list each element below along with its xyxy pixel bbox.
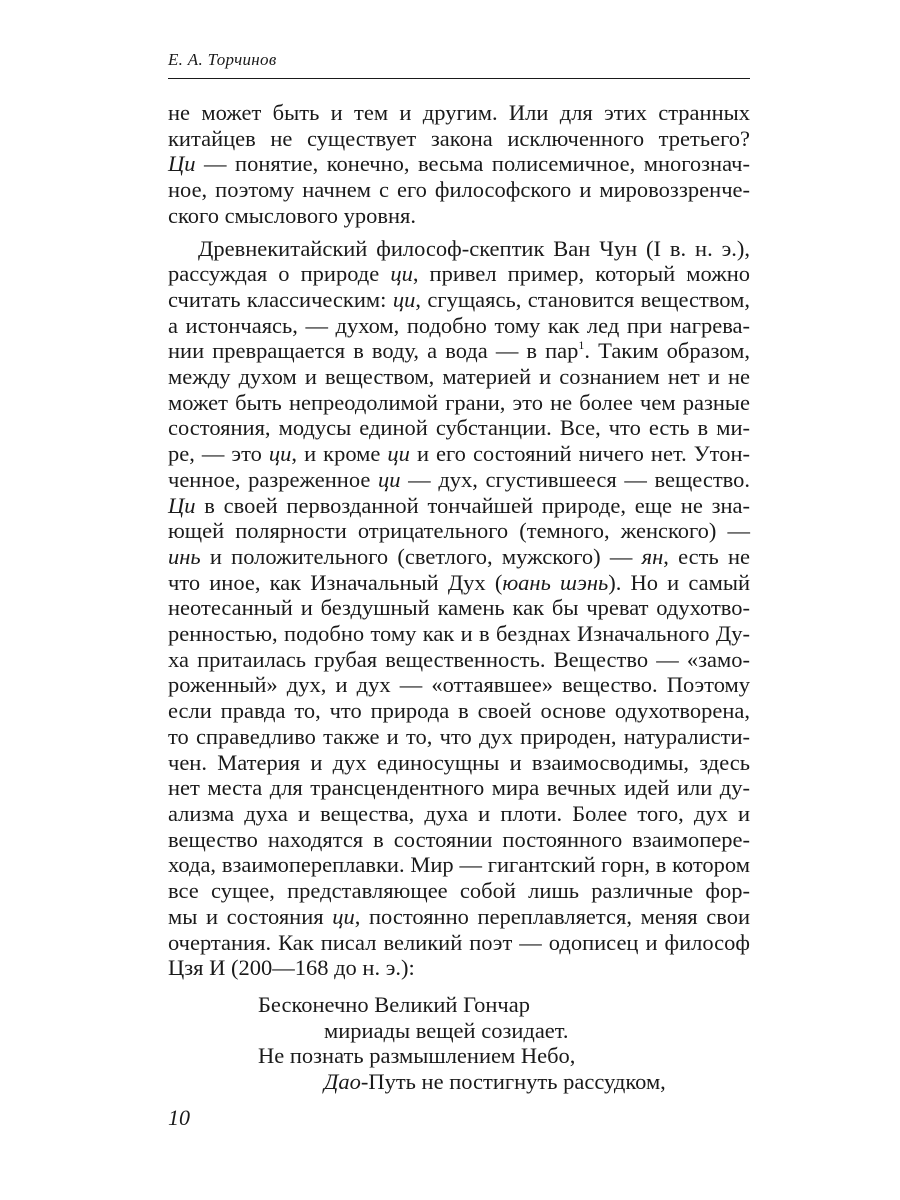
text-line (168, 261, 750, 287)
poem-line: Не познать размышлением Небо, (258, 1043, 576, 1069)
term-qi: ци (268, 441, 292, 467)
text-line (168, 441, 750, 467)
text-line: ренностью, подобно тому как и в безднах Изначального Ду- (168, 621, 750, 647)
main-text (168, 100, 750, 981)
text-run: , сгущаясь, становится веществом, (415, 286, 750, 312)
text-line: ха притаилась грубая вещественность. Вещество — «замо- (168, 646, 750, 672)
text-line: а истончаясь, — духом, подобно тому как лед при нагрева- (168, 312, 750, 338)
text-line (168, 151, 750, 177)
text-run: , постоянно переплавляется, меняя свои (354, 903, 750, 929)
text-line (168, 904, 750, 930)
text-run: , есть не (663, 543, 751, 569)
footnote-ref[interactable]: 1 (578, 338, 585, 353)
text-run: — понятие, конечно, весьма полисемичное, многознач- (195, 151, 750, 177)
text-line: Древнекитайский философ-скептик Ван Чун (I в. н. э.), (198, 235, 750, 261)
text-line: неотесанный и бездушный камень как бы чреват одухотво- (168, 595, 750, 621)
text-line: может быть непреодолимой грани, это не более чем разные (168, 389, 750, 415)
text-line: чен. Материя и дух единосущны и взаимосводимы, здесь (168, 749, 750, 775)
text-run: мы и состояния (168, 903, 333, 929)
paragraph-1 (168, 100, 750, 229)
text-run: ченное, разреженное (168, 466, 379, 492)
text-run: ). Но и самый (608, 569, 750, 595)
header-rule (168, 78, 750, 79)
text-run: . Таким образом, (584, 338, 750, 364)
text-line: вещество находятся в состоянии постоянного взаимопере- (168, 826, 750, 852)
text-line: все сущее, представляющее собой лишь различные фор- (168, 878, 750, 904)
text-line: между духом и веществом, материей и сознанием нет и не (168, 364, 750, 390)
text-run: ре, — это (168, 441, 269, 467)
term-qi: ци (390, 261, 413, 287)
term-qi: ци (332, 903, 355, 929)
text-run: в своей первозданной тончайшей природе, еще не зна- (195, 492, 750, 518)
term-yuan-shen: юань шэнь (502, 569, 609, 595)
text-run: — дух, сгустившееся — вещество. (400, 466, 750, 492)
text-line: не может быть и тем и другим. Или для этих странных (168, 100, 750, 125)
text-run: и его состояний ничего нет. Утон- (409, 441, 750, 467)
text-line: то справедливо также и то, что дух природен, натуралисти- (168, 723, 750, 749)
text-line: ализма духа и вещества, духа и плоти. Более того, дух и (168, 800, 750, 826)
text-run: считать классическим: (168, 286, 393, 312)
text-line: Цзя И (200—168 до н. э.): (168, 955, 415, 981)
text-line (168, 287, 750, 313)
page-number: 10 (168, 1105, 190, 1130)
term-qi: Ци (168, 492, 196, 518)
term-qi: ци (392, 286, 416, 312)
poem-line (258, 1069, 666, 1095)
text-line (168, 338, 750, 364)
term-yin: инь (168, 543, 201, 569)
poem-quote (258, 992, 666, 1095)
text-line: состояния, модусы единой субстанции. Все, что есть в ми- (168, 415, 750, 441)
text-run: , привел пример, который можно (412, 261, 750, 287)
term-qi: ци (378, 466, 401, 492)
text-line: роженный» дух, и дух — «оттаявшее» вещество. Поэтому (168, 672, 750, 698)
text-run: что иное, как Изначальный Дух ( (168, 569, 503, 595)
text-line: хода, взаимопереплавки. Мир — гигантский горн, в котором (168, 852, 750, 878)
text-line (168, 570, 750, 596)
text-line: нет места для трансцендентного мира вечных идей или ду- (168, 775, 750, 801)
poem-line: Бесконечно Великий Гончар (258, 992, 530, 1017)
text-run: -Путь не постигнуть рассудком, (360, 1069, 666, 1095)
term-yang: ян (641, 543, 664, 569)
text-run: , и кроме (291, 441, 388, 467)
text-run: нии превращается в воду, а вода — в пар (168, 338, 579, 364)
text-line: ского смыслового уровня. (168, 202, 417, 228)
text-line (168, 467, 750, 493)
text-line: китайцев не существует закона исключенного третьего? (168, 125, 750, 151)
term-dao: Дао (324, 1069, 361, 1095)
text-line: ющей полярности отрицательного (темного, женского) — (168, 518, 750, 544)
term-qi: ци (387, 441, 410, 467)
text-run: рассуждая о природе (168, 261, 391, 287)
term-qi: Ци (168, 151, 196, 177)
text-line (168, 544, 750, 570)
text-run: и положительного (светлого, мужского) — (200, 543, 642, 569)
text-line: если правда то, что природа в своей основе одухотворена, (168, 698, 750, 724)
running-head: Е. А. Торчинов (168, 50, 277, 69)
text-line: очертания. Как писал великий поэт — одописец и философ (168, 929, 750, 955)
paragraph-2 (168, 236, 750, 981)
text-line (168, 493, 750, 519)
poem-line: мириады вещей созидает. (324, 1017, 569, 1043)
text-line: ное, поэтому начнем с его философского и мировоззренче- (168, 177, 750, 203)
